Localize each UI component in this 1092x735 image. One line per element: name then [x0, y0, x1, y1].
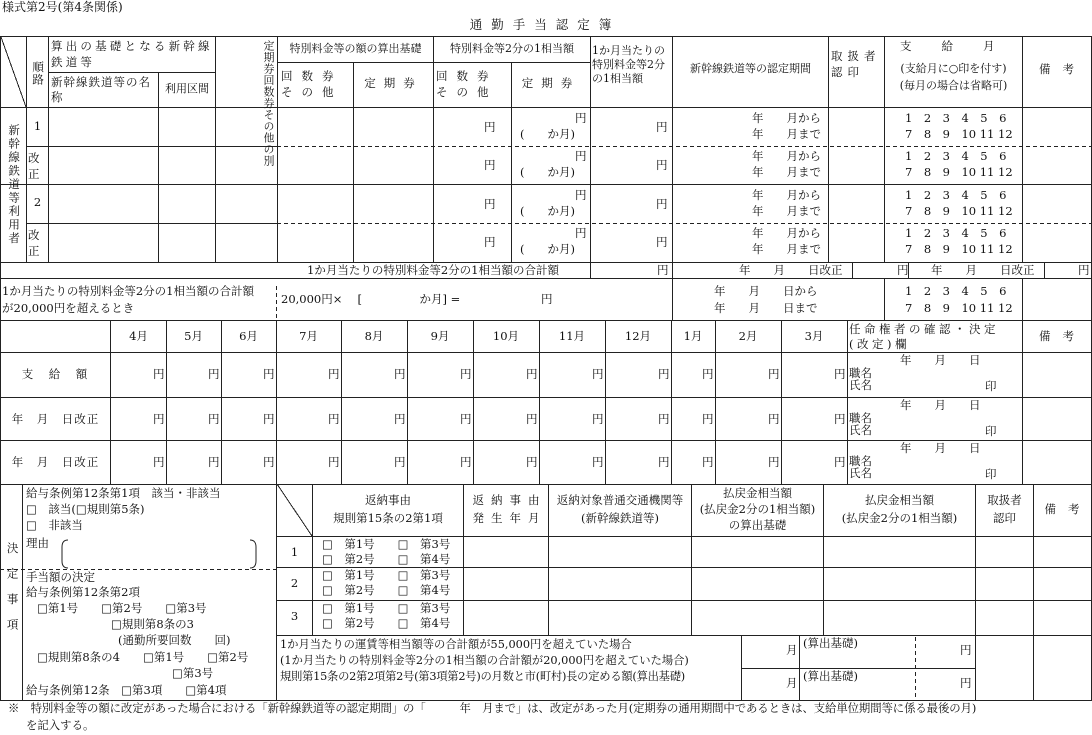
refund-target-header-1: 返納対象普通交通機関等	[556, 493, 684, 507]
exceed-formula: 20,000円× [ か月] =	[281, 292, 461, 306]
month-amount-yen: 円	[526, 455, 538, 469]
total-revised-2: 年 月 日改正	[931, 263, 1035, 277]
months-label: ( か月)	[520, 242, 575, 256]
month-header: 10月	[492, 329, 520, 343]
month-amount-yen: 円	[460, 455, 472, 469]
total-yen-3: 円	[1078, 263, 1090, 277]
refund-row-number: 1	[290, 545, 299, 559]
yen-label: 円	[656, 158, 668, 172]
name-header: 新幹線鉄道等の名称	[51, 75, 151, 104]
month-amount-yen: 円	[328, 455, 340, 469]
decision-line-8: (通勤所要回数 回)	[118, 633, 231, 647]
months-note-header: 備考	[1039, 329, 1086, 343]
row-label: 1	[33, 119, 42, 133]
confirm-post: 職名	[849, 366, 872, 380]
month-amount-yen: 円	[658, 455, 670, 469]
total-yen-2: 円	[897, 263, 909, 277]
exceed-month-options-2[interactable]: 7 8 9 10 11 12	[905, 301, 1013, 315]
month-options-2[interactable]: 7 8 9 10 11 12	[905, 127, 1013, 141]
exceed-label-1: 1か月当たりの特別料金等2分の1相当額の合計額	[2, 284, 254, 298]
months-label: ( か月)	[520, 127, 575, 141]
confirm-date: 年 月 日	[900, 441, 981, 455]
yen-label: 円	[656, 120, 668, 134]
period-header: 新幹線鉄道等の認定期間	[690, 62, 811, 75]
month-amount-yen: 円	[208, 367, 220, 381]
exceed-to: 年 月 日まで	[714, 301, 818, 315]
refund-basis-header-2: (払戻金2分の1相当額)	[699, 502, 816, 516]
month-amount-yen: 円	[592, 412, 604, 426]
refund-basis-1: (算出基礎)	[803, 636, 858, 650]
month-amount-yen: 円	[702, 412, 714, 426]
decision-line-6[interactable]: □第1号 □第2号 □第3号	[37, 601, 207, 615]
month-header: 7月	[299, 329, 318, 343]
yen-label: 円	[656, 197, 668, 211]
period-from: 年 月から	[752, 111, 821, 125]
confirm-seal: 印	[985, 379, 997, 393]
month-amount-yen: 円	[460, 412, 472, 426]
decision-line-2[interactable]: □ 該当(□規則第5条)	[26, 502, 145, 516]
month-amount-yen: 円	[208, 455, 220, 469]
type-header: 定期券回数券その他の別	[262, 40, 275, 167]
refund-basis-2: (算出基礎)	[803, 669, 858, 683]
month-header: 3月	[804, 329, 824, 343]
month-amount-yen: 円	[702, 367, 714, 381]
month-header: 6月	[239, 329, 258, 343]
months-row-label: 支 給 額	[21, 367, 90, 381]
month-amount-yen: 円	[702, 455, 714, 469]
refund-options-2[interactable]: □ 第2号 □ 第4号	[322, 583, 451, 597]
month-amount-yen: 円	[263, 455, 275, 469]
confirm-post: 職名	[849, 411, 872, 425]
footnote-line-2: を記入する。	[26, 718, 95, 732]
period-to: 年 月まで	[752, 127, 821, 141]
refund-yen-1: 円	[960, 643, 972, 657]
period-from: 年 月から	[752, 188, 821, 202]
teiki-header-2: 定期券	[521, 76, 581, 90]
month-header: 9月	[430, 329, 450, 343]
decision-line-9[interactable]: □規則第8条の4 □第1号 □第2号	[37, 650, 249, 664]
confirm-name: 氏名	[849, 378, 872, 392]
refund-options-1[interactable]: □ 第1号 □ 第3号	[322, 601, 451, 615]
month-amount-yen: 円	[460, 367, 472, 381]
page-title: 通勤手当認定簿	[469, 17, 621, 32]
note-header: 備考	[1039, 62, 1086, 76]
refund-bottom-line-2: (1か月当たりの特別料金等2分の1相当額の合計額が20,000円を超えていた場合)	[280, 654, 689, 667]
month-amount-yen: 円	[263, 412, 275, 426]
seq-header: 順路	[31, 60, 46, 86]
basis-header: 算出の基礎となる新幹線鉄道等	[51, 39, 213, 69]
confirm-date: 年 月 日	[900, 353, 981, 367]
refund-amount-header-1: 払戻金相当額	[865, 493, 934, 507]
month-amount-yen: 円	[768, 367, 780, 381]
refund-target-header-2: (新幹線鉄道等)	[581, 511, 659, 525]
confirm-post: 職名	[849, 454, 872, 468]
confirm-header: 任命権者の確認・決定(改定)欄	[849, 322, 999, 351]
pay-month-header: 支給月	[900, 39, 1025, 53]
exceed-yen: 円	[541, 292, 553, 306]
period-from: 年 月から	[752, 149, 821, 163]
refund-amount-header-2: (払戻金2分の1相当額)	[841, 511, 958, 525]
month-header: 5月	[184, 329, 203, 343]
month-amount-yen: 円	[394, 455, 406, 469]
half-per-header: 特別料金等2分の1相当額	[450, 42, 574, 55]
teiki-header-1: 定期券	[364, 76, 423, 90]
month-amount-yen: 円	[153, 367, 165, 381]
decision-line-1: 給与条例第12条第1項 該当・非該当	[26, 486, 221, 500]
refund-reason-header-1: 返納事由	[365, 493, 411, 507]
decision-line-10[interactable]: □第3号	[172, 666, 214, 680]
month-amount-yen: 円	[153, 455, 165, 469]
refund-handler-header-2: 認印	[993, 511, 1016, 525]
month-amount-yen: 円	[658, 412, 670, 426]
month-amount-yen: 円	[328, 412, 340, 426]
side-label-users: 新幹線鉄道等利用者	[7, 124, 22, 246]
month-header: 2月	[738, 329, 758, 343]
section-header: 利用区間	[165, 82, 209, 95]
month-amount-yen: 円	[768, 412, 780, 426]
yen-label: 円	[484, 197, 496, 211]
month-options-1[interactable]: 1 2 3 4 5 6	[905, 226, 1007, 240]
yen-label: 円	[575, 188, 587, 202]
refund-reason-header-2: 規則第15条の2第1項	[333, 511, 443, 525]
decision-reason-label: 理由	[26, 536, 49, 550]
month-amount-yen: 円	[768, 455, 780, 469]
month-options-2[interactable]: 7 8 9 10 11 12	[905, 165, 1013, 179]
month-header: 12月	[624, 329, 652, 343]
confirm-date: 年 月 日	[900, 398, 981, 412]
month-amount-yen: 円	[208, 412, 220, 426]
month-amount-yen: 円	[526, 367, 538, 381]
refund-options-2[interactable]: □ 第2号 □ 第4号	[322, 552, 451, 566]
refund-yen-2: 円	[960, 676, 972, 690]
month-amount-yen: 円	[526, 412, 538, 426]
yen-label: 円	[484, 235, 496, 249]
month-amount-yen: 円	[834, 455, 846, 469]
confirm-name: 氏名	[849, 466, 872, 480]
month-amount-yen: 円	[394, 367, 406, 381]
period-to: 年 月まで	[752, 242, 821, 256]
month-header: 11月	[558, 329, 586, 343]
confirm-seal: 印	[985, 424, 997, 438]
refund-row-number: 2	[290, 576, 299, 590]
total-label: 1か月当たりの特別料金等2分の1相当額の合計額	[307, 263, 559, 277]
month-amount-yen: 円	[592, 367, 604, 381]
month-options-1[interactable]: 1 2 3 4 5 6	[905, 188, 1007, 202]
month-options-2[interactable]: 7 8 9 10 11 12	[905, 204, 1013, 218]
form-number: 様式第2号(第4条関係)	[2, 0, 123, 14]
monthly-half-header: 1か月当たりの特別料金等2分の1相当額	[592, 44, 665, 85]
kai-header-1: 回数券その他	[281, 69, 343, 99]
refund-month-1: 月	[786, 643, 798, 657]
month-options-1[interactable]: 1 2 3 4 5 6	[905, 111, 1007, 125]
month-amount-yen: 円	[153, 412, 165, 426]
months-label: ( か月)	[520, 165, 575, 179]
refund-month-2: 月	[786, 676, 798, 690]
month-header: 1月	[683, 329, 703, 343]
month-amount-yen: 円	[834, 412, 846, 426]
refund-bottom-line-3: 規則第15条の2第2項第2号(第3項第2号)の月数と市(町村)長の定める額(算出基礎)	[280, 670, 685, 683]
yen-label: 円	[656, 235, 668, 249]
month-amount-yen: 円	[592, 455, 604, 469]
yen-label: 円	[575, 149, 587, 163]
total-revised-1: 年 月 日改正	[739, 263, 843, 277]
pay-month-note-2: (毎月の場合は省略可)	[899, 79, 1008, 92]
decision-side-label: 決定事項	[5, 541, 20, 644]
row-label: 改正	[28, 151, 40, 181]
month-header: 8月	[364, 329, 384, 343]
row-label: 2	[33, 195, 42, 209]
special-basis-header: 特別料金等の額の算出基礎	[289, 42, 422, 55]
month-amount-yen: 円	[658, 367, 670, 381]
month-options-2[interactable]: 7 8 9 10 11 12	[905, 242, 1013, 256]
handler-header: 取扱者認印	[831, 49, 881, 79]
refund-bottom-line-1: 1か月当たりの運賃等相当額等の合計額が55,000円を超えていた場合	[280, 638, 632, 651]
confirm-name: 氏名	[849, 423, 872, 437]
kai-header-2: 回数券その他	[436, 69, 498, 99]
refund-options-1[interactable]: □ 第1号 □ 第3号	[322, 568, 451, 582]
confirm-seal: 印	[985, 467, 997, 481]
yen-label: 円	[575, 226, 587, 240]
refund-options-2[interactable]: □ 第2号 □ 第4号	[322, 616, 451, 630]
month-amount-yen: 円	[834, 367, 846, 381]
row-label: 改正	[28, 228, 40, 258]
refund-note-header: 備考	[1044, 502, 1092, 516]
refund-basis-header-1: 払戻金相当額	[723, 486, 792, 500]
months-row-label: 年 月 日改正	[11, 412, 100, 426]
yen-label: 円	[484, 120, 496, 134]
refund-row-number: 3	[290, 609, 299, 623]
months-row-label: 年 月 日改正	[11, 455, 100, 469]
exceed-month-options-1[interactable]: 1 2 3 4 5 6	[905, 284, 1007, 298]
month-amount-yen: 円	[328, 367, 340, 381]
decision-line-4: 手当額の決定	[26, 570, 95, 584]
decision-line-7[interactable]: □規則第8条の3	[111, 617, 194, 631]
month-amount-yen: 円	[263, 367, 275, 381]
footnote-line-1: ※ 特別料金等の額に改定があった場合における「新幹線鉄道等の認定期間」の「 年 月まで」は、改定があった月(定期券の通用期間中であるときは、支給単位期間等に係る最後の月)	[8, 701, 977, 715]
decision-line-5: 給与条例第12条第2項	[26, 585, 140, 599]
refund-date-header-1: 返納事由	[472, 493, 547, 507]
refund-date-header-2: 発生年月	[472, 511, 547, 525]
period-from: 年 月から	[752, 226, 821, 240]
refund-basis-header-3: の算出基礎	[728, 518, 787, 532]
refund-handler-header-1: 取扱者	[987, 493, 1022, 507]
period-to: 年 月まで	[752, 204, 821, 218]
decision-line-11[interactable]: 給与条例第12条 □第3項 □第4項	[26, 683, 227, 697]
refund-options-1[interactable]: □ 第1号 □ 第3号	[322, 537, 451, 551]
yen-label: 円	[484, 158, 496, 172]
total-yen: 円	[657, 263, 669, 277]
month-amount-yen: 円	[394, 412, 406, 426]
exceed-label-2: が20,000円を超えるとき	[2, 301, 135, 315]
month-options-1[interactable]: 1 2 3 4 5 6	[905, 149, 1007, 163]
decision-line-3[interactable]: □ 非該当	[26, 518, 83, 532]
pay-month-note-1: (支給月に○印を付す)	[900, 62, 1007, 75]
yen-label: 円	[575, 111, 587, 125]
exceed-from: 年 月 日から	[714, 284, 818, 298]
period-to: 年 月まで	[752, 165, 821, 179]
months-label: ( か月)	[520, 204, 575, 218]
month-header: 4月	[129, 329, 148, 343]
